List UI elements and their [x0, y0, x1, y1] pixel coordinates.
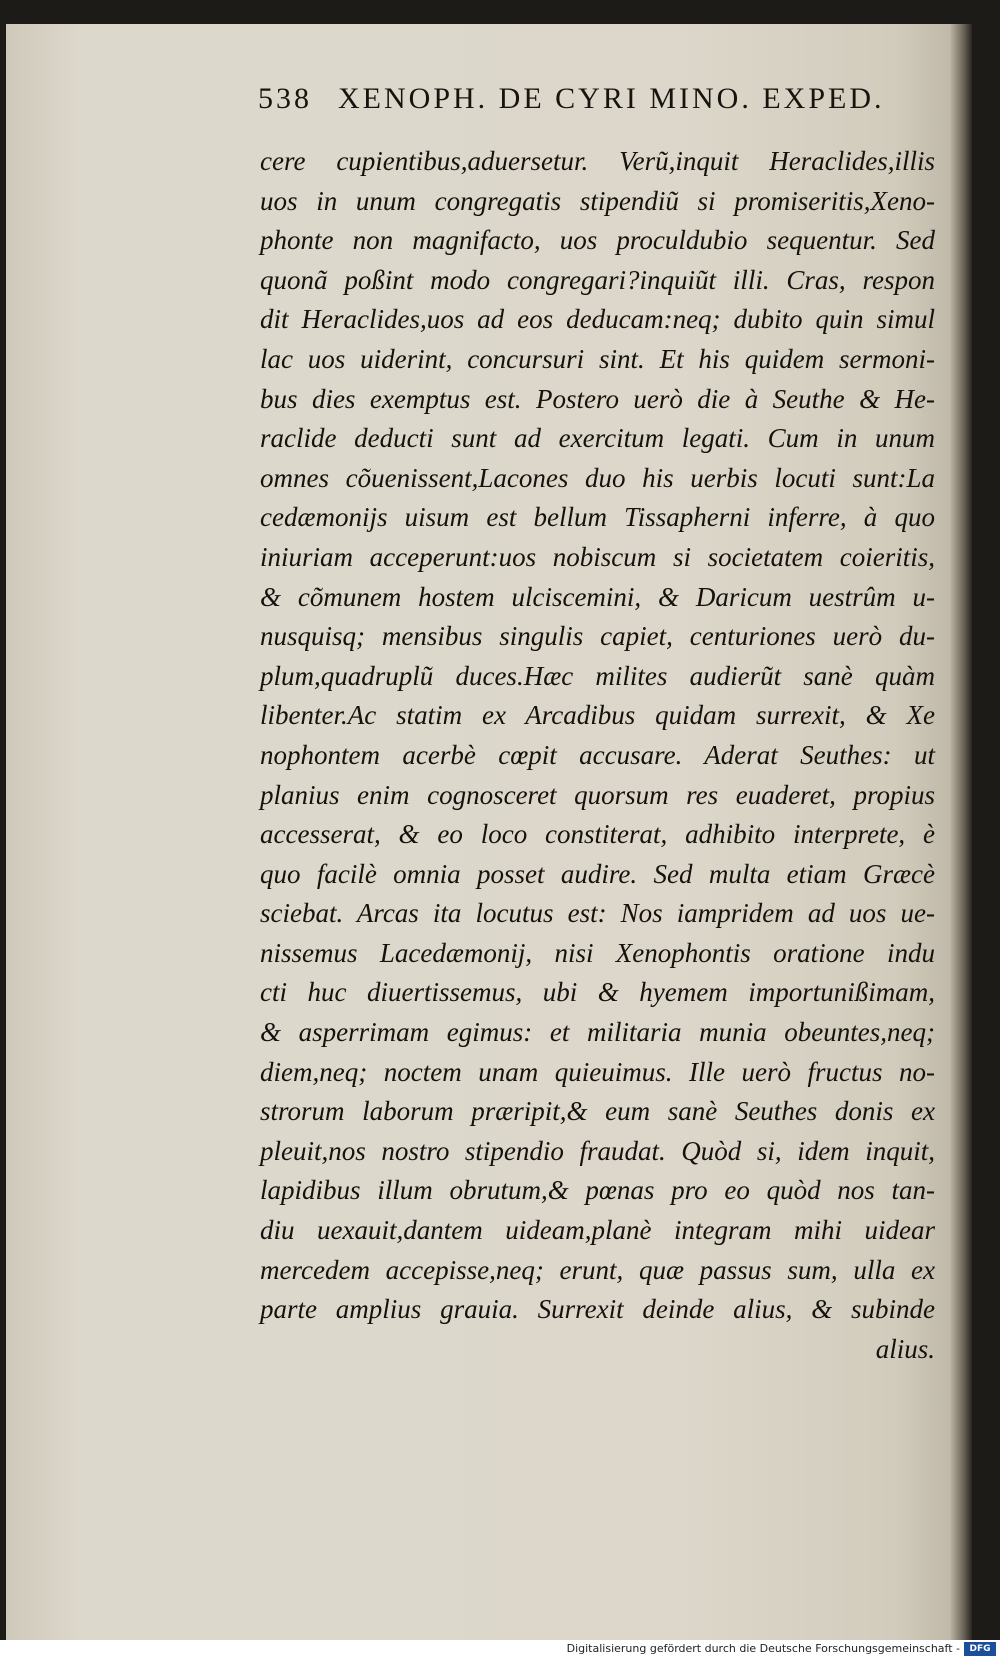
text-line: diem,neq; noctem unam quieuimus. Ille uerò fructus no-: [260, 1056, 935, 1087]
text-line: uos in unum congregatis stipendiũ si promiseritis,Xeno-: [260, 185, 935, 216]
text-line: accesserat, & eo loco constiterat, adhibito interprete, è: [260, 819, 935, 850]
text-line: planius enim cognosceret quorsum res euaderet, propius: [260, 779, 935, 810]
text-line: libenter.Ac statim ex Arcadibus quidam surrexit, & Xe: [260, 700, 935, 731]
dfg-logo: DFG: [964, 1642, 996, 1656]
text-line: quo facilè omnia posset audire. Sed multa etiam Græcè: [260, 858, 935, 889]
text-line: raclide deducti sunt ad exercitum legati. Cum in unum: [260, 423, 935, 454]
text-line: nusquisq; mensibus singulis capiet, centuriones uerò du-: [260, 621, 935, 652]
text-line: parte amplius grauia. Surrexit deinde alius, & subinde: [260, 1294, 935, 1325]
text-line: omnes cõuenissent,Lacones duo his uerbis locuti sunt:La: [260, 462, 935, 493]
text-line: cti huc diuertissemus, ubi & hyemem importunißimam,: [260, 977, 935, 1008]
text-line: mercedem accepisse,neq; erunt, quæ passus sum, ulla ex: [260, 1254, 935, 1285]
page-body: [260, 142, 935, 1369]
text-line: quonã poßint modo congregari?inquiũt illi. Cras, respon: [260, 264, 935, 295]
text-line: iniuriam acceperunt:uos nobiscum si societatem coieritis,: [260, 541, 935, 572]
text-line: diu uexauit,dantem uideam,planè integram mihi uidear: [260, 1215, 935, 1246]
text-line: & asperrimam egimus: et militaria munia obeuntes,neq;: [260, 1017, 935, 1048]
digitization-footer: [0, 1640, 1000, 1660]
funding-credit: Digitalisierung gefördert durch die Deutsche Forschungsgemeinschaft -: [566, 1642, 960, 1655]
text-line: dit Heraclides,uos ad eos deducam:neq; dubito quin simul: [260, 304, 935, 335]
text-line: bus dies exemptus est. Postero uerò die à Seuthe & He-: [260, 383, 935, 414]
text-line: nophontem acerbè cœpit accusare. Aderat Seuthes: ut: [260, 739, 935, 770]
text-line: phonte non magnifacto, uos proculdubio sequentur. Sed: [260, 225, 935, 256]
text-line: pleuit,nos nostro stipendio fraudat. Quòd si, idem inquit,: [260, 1135, 935, 1166]
text-line: plum,quadruplũ duces.Hæc milites audierũt sanè quàm: [260, 660, 935, 691]
running-header: [258, 82, 898, 116]
text-line: lac uos uiderint, concursuri sint. Et his quidem sermoni-: [260, 343, 935, 374]
text-line: & cõmunem hostem ulciscemini, & Daricum uestrûm u-: [260, 581, 935, 612]
text-line: nissemus Lacedæmonij, nisi Xenophontis oratione indu: [260, 937, 935, 968]
page-gutter: [950, 24, 972, 1640]
text-line-final: alius.: [875, 1333, 935, 1364]
page-number: 538: [258, 82, 312, 115]
running-title: XENOPH. DE CYRI MINO. EXPED.: [338, 82, 885, 115]
text-line: strorum laborum præripit,& eum sanè Seuthes donis ex: [260, 1096, 935, 1127]
text-line: cedæmonijs uisum est bellum Tissapherni inferre, à quo: [260, 502, 935, 533]
text-line: cere cupientibus,aduersetur. Verũ,inquit Heraclides,illis: [260, 146, 935, 176]
text-line: lapidibus illum obrutum,& pœnas pro eo quòd nos tan-: [260, 1175, 935, 1206]
text-line: sciebat. Arcas ita locutus est: Nos iampridem ad uos ue-: [260, 898, 935, 929]
